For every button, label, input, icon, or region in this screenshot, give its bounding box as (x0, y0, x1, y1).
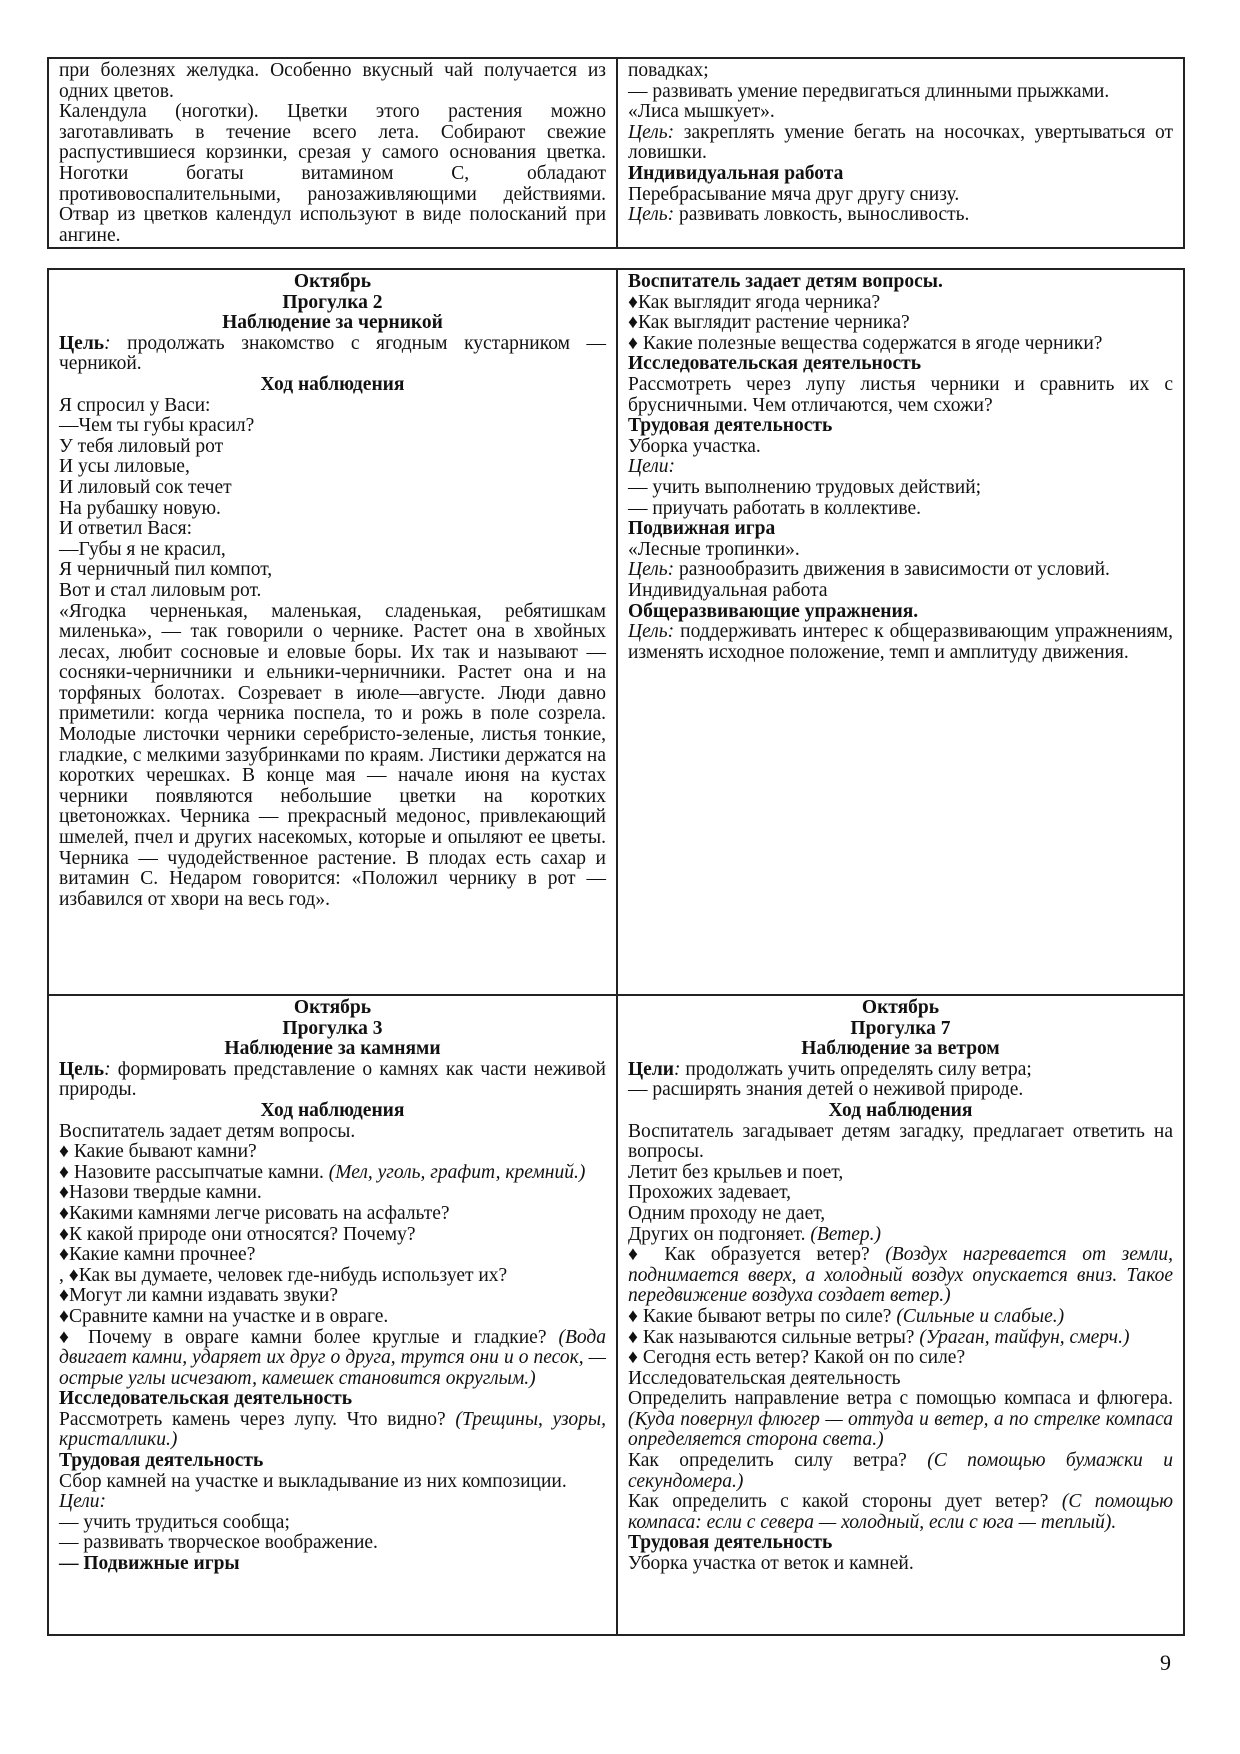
text-run: Прохожих задевает, (628, 1182, 792, 1204)
paragraph (59, 1286, 606, 1307)
paragraph (59, 457, 606, 478)
paragraph (628, 519, 1173, 540)
paragraph (628, 1245, 1173, 1307)
text-run: Летит без крыльев и поет, (628, 1161, 844, 1183)
text-run: ♦ Как называются сильные ветры? (628, 1326, 920, 1348)
text-run: Прогулка 7 (850, 1017, 951, 1039)
text-run: Прогулка 3 (282, 1017, 383, 1039)
text-run: — развивать умение передвигаться длинными прыжками. (628, 80, 1110, 102)
text-run: Наблюдение за камнями (224, 1038, 441, 1060)
text-run: поддерживать интерес к общеразвивающим упражнениям, изменять исходное положение, темп и амплитуду движения. (628, 621, 1173, 663)
text-run: при болезнях желудка. Особенно вкусный чай получается из одних цветов. (59, 60, 606, 102)
paragraph (59, 102, 606, 246)
paragraph (628, 478, 1173, 499)
text-run: ♦Могут ли камни издавать звуки? (59, 1285, 338, 1307)
text-run: (Воздух нагревается от земли, поднимается вверх, а холодный воздух опускается вниз. Такое передвижение воздуха создает ветер.) (628, 1244, 1173, 1307)
text-run: Октябрь (293, 271, 372, 292)
text-run: продолжать знакомство с ягодным кустарником — черникой. (59, 332, 606, 375)
paragraph (628, 1101, 1173, 1122)
text-run: — Подвижные игры (59, 1553, 240, 1575)
paragraph (628, 1204, 1173, 1225)
text-run: Трудовая деятельность (628, 1532, 833, 1554)
text-run: Одним проходу не дает, (628, 1202, 826, 1224)
text-run: Определить направление ветра с помощью компаса и флюгера. (628, 1388, 1173, 1410)
paragraph (628, 1122, 1173, 1163)
paragraph (59, 478, 606, 499)
text-run: Цель: (628, 621, 675, 643)
text-run: Цели: (628, 456, 675, 478)
text-run: (С помощью компаса: если с севера — холодный, если с юга — теплый). (628, 1491, 1174, 1533)
text-run: Наблюдение за черникой (222, 312, 443, 334)
paragraph (59, 560, 606, 581)
paragraph (59, 1307, 606, 1328)
paragraph (59, 1513, 606, 1534)
paragraph (628, 998, 1173, 1019)
text-run: Воспитатель загадывает детям загадку, предлагает ответить на вопросы. (628, 1120, 1173, 1163)
paragraph (59, 1492, 606, 1513)
paragraph (59, 1266, 606, 1287)
paragraph (628, 205, 1173, 226)
text-run: (Куда повернул флюгер — оттуда и ветер, а по стрелке компаса определяется сторона света.) (628, 1408, 1173, 1451)
text-run: Цель (59, 1058, 105, 1080)
paragraph (628, 416, 1173, 437)
paragraph (59, 1183, 606, 1204)
text-run: И лиловый сок течет (59, 476, 232, 498)
paragraph (628, 1183, 1173, 1204)
text-run: Цель: (628, 559, 675, 581)
text-run: Наблюдение за ветром (801, 1038, 1000, 1060)
paragraph (59, 1328, 606, 1390)
text-run: : (674, 1058, 681, 1080)
text-run: ♦ Какие бывают ветры по силе? (628, 1305, 897, 1327)
text-run: — приучать работать в коллективе. (628, 497, 921, 519)
paragraph (628, 1492, 1173, 1533)
paragraph (628, 437, 1173, 458)
text-run: (Вода двигает камни, ударяет их друг о друга, трутся они и о песок, — острые углы исчезают, камешек становится округлым.) (59, 1326, 606, 1389)
paragraph (628, 581, 1173, 602)
walk-7-wind-cell (618, 996, 1183, 1634)
paragraph (59, 61, 606, 102)
text-run: —Чем ты губы красил? (59, 415, 255, 437)
text-run: Цель: (628, 121, 675, 143)
text-run: повадках; (628, 60, 709, 81)
text-run: И усы лиловые, (59, 456, 190, 478)
paragraph (628, 1019, 1173, 1040)
text-run: Сбор камней на участке и выкладывание из них композиции. (59, 1470, 567, 1492)
text-run: разнообразить движения в зависимости от условий. (674, 559, 1110, 581)
paragraph (59, 998, 606, 1019)
top-left-cell (49, 59, 618, 247)
walk-2-blueberry-cell (49, 270, 618, 994)
top-row (49, 59, 1183, 247)
text-run: Индивидуальная работа (628, 162, 844, 184)
paragraph (59, 396, 606, 417)
paragraph (59, 1533, 606, 1554)
text-run: (Трещины, узоры, кристаллики.) (59, 1408, 606, 1451)
text-run: Рассмотреть через лупу листья черники и сравнить их с брусничными. Чем отличаются, чем схожи? (628, 373, 1173, 416)
text-run: развивать ловкость, выносливость. (674, 204, 970, 226)
text-run: ♦Сравните камни на участке и в овраге. (59, 1305, 389, 1327)
text-run: (Мел, уголь, графит, кремний.) (328, 1161, 586, 1183)
text-run: Общеразвивающие упражнения. (628, 600, 919, 622)
paragraph (59, 1451, 606, 1472)
text-run: — расширять знания детей о неживой природе. (628, 1079, 1024, 1101)
text-run: Ход наблюдения (260, 1099, 405, 1121)
text-run: —Губы я не красил, (59, 538, 226, 560)
text-run: Ход наблюдения (260, 373, 405, 395)
text-run: ♦Как выглядит растение черника? (628, 312, 910, 334)
text-run: Октябрь (861, 997, 940, 1018)
paragraph (628, 622, 1173, 663)
paragraph (59, 1472, 606, 1493)
paragraph (628, 293, 1173, 314)
text-run: : (104, 1058, 111, 1080)
paragraph (628, 499, 1173, 520)
paragraph (628, 1039, 1173, 1060)
text-run: — учить трудиться сообща; (59, 1511, 290, 1533)
text-run: (С помощью бумажки и секундомера.) (628, 1450, 1173, 1492)
paragraph (59, 293, 606, 314)
walks-table (47, 268, 1185, 1636)
text-run: Индивидуальная работа (628, 579, 828, 601)
paragraph (59, 1245, 606, 1266)
paragraph (59, 540, 606, 561)
top-right-cell (618, 59, 1183, 247)
text-run: Уборка участка. (628, 435, 761, 457)
text-run: Подвижная игра (628, 518, 776, 540)
paragraph (628, 1348, 1173, 1369)
text-run: ♦ Какие полезные вещества содержатся в ягоде черники? (628, 332, 1103, 354)
text-run: Рассмотреть камень через лупу. Что видно? (59, 1408, 456, 1430)
text-run: Вот и стал лиловым рот. (59, 579, 262, 601)
paragraph (59, 1019, 606, 1040)
paragraph (628, 1225, 1173, 1246)
paragraph (59, 1122, 606, 1143)
text-run: ♦ Почему в овраге камни более круглые и гладкие? (59, 1326, 559, 1348)
text-run: Других он подгоняет. (628, 1223, 811, 1245)
paragraph (59, 1204, 606, 1225)
text-run: Как определить силу ветра? (628, 1450, 928, 1472)
text-run: ♦ Как образуется ветер? (628, 1244, 886, 1266)
text-run: — учить выполнению трудовых действий; (628, 476, 982, 498)
text-run: Как определить с какой стороны дует ветер? (628, 1491, 1062, 1513)
text-run: Цели (628, 1058, 674, 1080)
text-run: Календула (ноготки). Цветки этого растения можно заготавливать в течение всего лета. Собирают свежие распустившиеся корзинки, срезая у самого основания цветка. Ноготки богаты витамином С, обладают противовоспалительными, ранозаживляющими действиями. Отвар из цветков календул используют в виде полосканий при ангине. (59, 101, 606, 246)
paragraph (628, 82, 1173, 103)
paragraph (59, 1039, 606, 1060)
text-run: ♦К какой природе они относятся? Почему? (59, 1223, 416, 1245)
text-run: Я спросил у Васи: (59, 394, 211, 416)
paragraph (628, 1554, 1173, 1575)
paragraph (628, 1389, 1173, 1451)
paragraph (59, 1389, 606, 1410)
text-run: На рубашку новую. (59, 497, 221, 519)
text-run: Трудовая деятельность (628, 415, 833, 437)
text-run: формировать представление о камнях как части неживой природы. (59, 1058, 606, 1101)
paragraph (628, 1328, 1173, 1349)
paragraph (628, 185, 1173, 206)
text-run: ♦Назови твердые камни. (59, 1182, 262, 1204)
text-run: Трудовая деятельность (59, 1450, 264, 1472)
paragraph (628, 123, 1173, 164)
text-run: ♦ Сегодня есть ветер? Какой он по силе? (628, 1347, 966, 1369)
walk-2-row (49, 270, 1183, 994)
paragraph (628, 1163, 1173, 1184)
paragraph (59, 1554, 606, 1575)
paragraph (59, 581, 606, 602)
walks-3-7-row (49, 994, 1183, 1634)
text-run: ♦Какими камнями легче рисовать на асфальте? (59, 1202, 450, 1224)
paragraph (59, 499, 606, 520)
paragraph (59, 602, 606, 911)
text-run: (Ветер.) (810, 1223, 882, 1245)
text-run: Цели: (59, 1491, 106, 1513)
paragraph (59, 416, 606, 437)
paragraph (628, 1080, 1173, 1101)
text-run: Воспитатель задает детям вопросы. (628, 271, 943, 292)
walk-3-stones-cell (49, 996, 618, 1634)
paragraph (628, 375, 1173, 416)
text-run: Октябрь (293, 997, 372, 1018)
text-run: ♦ Назовите рассыпчатые камни. (59, 1161, 329, 1183)
walk-2-activities-cell (618, 270, 1183, 994)
paragraph (628, 540, 1173, 561)
text-run: ♦ Какие бывают камни? (59, 1141, 257, 1163)
paragraph (59, 334, 606, 375)
paragraph (628, 354, 1173, 375)
paragraph (628, 1307, 1173, 1328)
paragraph (628, 272, 1173, 293)
text-run: «Ягодка черненькая, маленькая, сладенькая, ребятишкам миленька», — так говорили о чернике. Растет она в хвойных лесах, любит сосновые и еловые боры. Их так и называют — сосняки-черничники и ельники-черничники. Растет она и на торфяных болотах. Созревает в июле—августе. Люди давно приметили: когда черника поспела, то и рожь в поле созрела. Молодые листочки черники серебристо-зеленые, листья тонкие, гладкие, с мелкими зазубринками по краям. Листики держатся на коротких черешках. В конце мая — начале июня на кустах черники появляются небольшие цветки на коротких цветоножках. Черника — прекрасный медонос, привлекающий шмелей, пчел и других насекомых, которые и опыляют ее цветы. Черника — чудодейственное растение. В плодах есть сахар и витамин С. Недаром говорится: «Положил чернику в рот — избавился от хвори на весь год». (59, 600, 606, 910)
text-run: Цель (59, 332, 105, 354)
paragraph (628, 1060, 1173, 1081)
paragraph (59, 1163, 606, 1184)
text-run: Исследовательская деятельность (628, 353, 922, 375)
text-run: : (104, 332, 111, 354)
text-run: И ответил Вася: (59, 518, 192, 540)
paragraph (628, 313, 1173, 334)
paragraph (628, 1369, 1173, 1390)
paragraph (59, 437, 606, 458)
text-run: Исследовательская деятельность (59, 1388, 353, 1410)
top-table (47, 57, 1185, 249)
text-run: ♦Какие камни прочнее? (59, 1244, 256, 1266)
paragraph (59, 1142, 606, 1163)
paragraph (628, 102, 1173, 123)
text-run: «Лесные тропинки». (628, 538, 800, 560)
text-run: — развивать творческое воображение. (59, 1532, 378, 1554)
text-run: Уборка участка от веток и камней. (628, 1553, 914, 1575)
text-run: Я черничный пил компот, (59, 559, 273, 581)
paragraph (59, 519, 606, 540)
paragraph (628, 164, 1173, 185)
text-run: «Лиса мышкует». (628, 101, 775, 123)
text-run: Исследовательская деятельность (628, 1367, 901, 1389)
text-run: , ♦Как вы думаете, человек где-нибудь использует их? (59, 1264, 508, 1286)
text-run: (Сильные и слабые.) (896, 1305, 1065, 1327)
paragraph (59, 1410, 606, 1451)
text-run: Ход наблюдения (828, 1099, 973, 1121)
paragraph (59, 1225, 606, 1246)
text-run: Воспитатель задает детям вопросы. (59, 1120, 356, 1142)
paragraph (628, 560, 1173, 581)
paragraph (628, 61, 1173, 82)
paragraph (628, 334, 1173, 355)
paragraph (59, 1101, 606, 1122)
text-run: Цель: (628, 204, 675, 226)
paragraph (59, 375, 606, 396)
paragraph (59, 272, 606, 293)
paragraph (628, 1451, 1173, 1492)
text-run: Перебрасывание мяча друг другу снизу. (628, 183, 960, 205)
page-number: 9 (1160, 1650, 1171, 1675)
text-run: продолжать учить определять силу ветра; (680, 1058, 1032, 1080)
text-run: Прогулка 2 (282, 291, 383, 313)
text-run: ♦Как выглядит ягода черника? (628, 291, 881, 313)
paragraph (628, 457, 1173, 478)
text-run: (Ураган, тайфун, смерч.) (919, 1326, 1130, 1348)
text-run: У тебя лиловый рот (59, 435, 224, 457)
paragraph (628, 602, 1173, 623)
paragraph (59, 1060, 606, 1101)
paragraph (59, 313, 606, 334)
paragraph (628, 1533, 1173, 1554)
text-run: закреплять умение бегать на носочках, увертываться от ловишки. (628, 121, 1173, 164)
